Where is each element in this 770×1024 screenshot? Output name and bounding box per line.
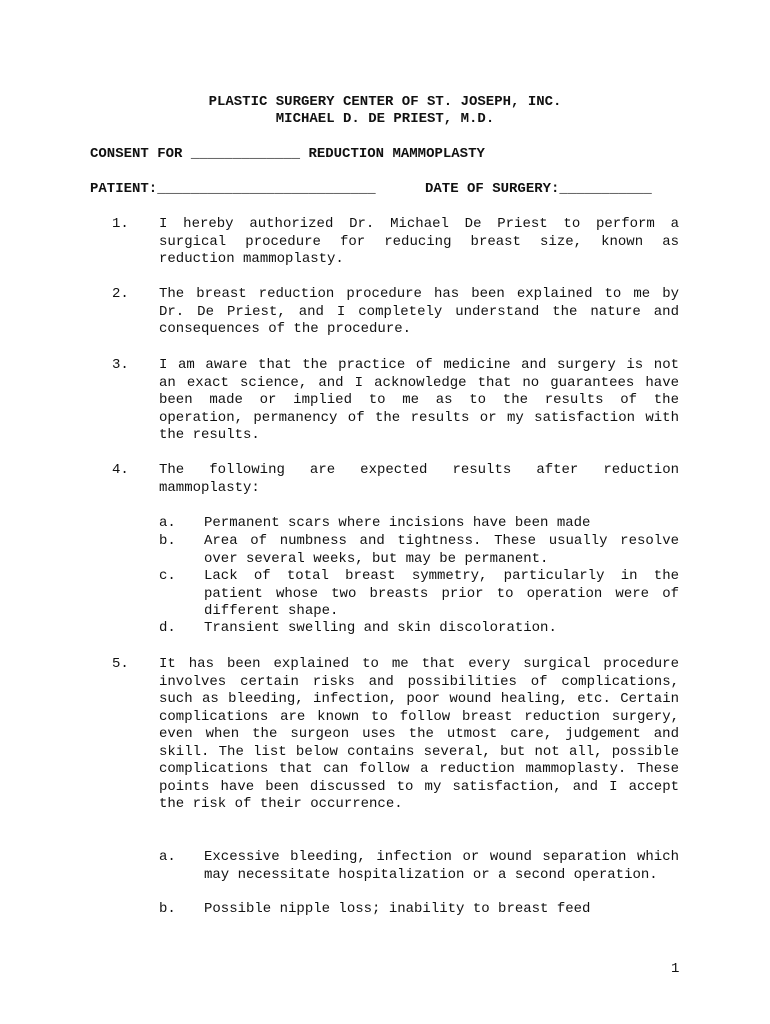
clinic-name: PLASTIC SURGERY CENTER OF ST. JOSEPH, INC. — [208, 94, 562, 110]
item-text: I am aware that the practice of medicine and surgery is not an exact science, and I acknowledge that no guarantees have been made or implied to me as to the results of the operation, permanency of the results or my satisfaction with the results. — [159, 357, 679, 443]
sub-item — [159, 901, 679, 919]
patient-blank: __________________________ — [157, 181, 376, 197]
item-number: 2. — [112, 286, 129, 302]
consent-prefix: CONSENT FOR — [90, 146, 183, 162]
consent-title-line — [90, 146, 485, 164]
sub-item — [159, 620, 679, 638]
consent-blank: _____________ — [190, 146, 301, 162]
surgery-date-label: DATE OF SURGERY:___________ — [425, 181, 652, 197]
sub-item-letter: a. — [159, 515, 176, 531]
item-number: 3. — [112, 357, 129, 373]
sub-item-letter: c. — [159, 568, 176, 584]
sub-item-text: Excessive bleeding, infection or wound separation which may necessitate hospitalization or a second operation. — [204, 849, 679, 883]
item-text: It has been explained to me that every surgical procedure involves certain risks and possibilities of complications, such as bleeding, infection, poor wound healing, etc. Certain complications are known to follow breast reduction surgery, even when the surgeon uses the utmost care, judgement and skill. The list below contains several, but not all, possible complications that can follow a reduction mammoplasty. These points have been discussed to my satisfaction, and I accept the risk of their occurrence. — [159, 656, 679, 812]
item-text: The following are expected results after reduction mammoplasty: — [159, 462, 679, 496]
sub-item-letter: b. — [159, 533, 176, 549]
surgery-date-blank: ___________ — [559, 181, 652, 197]
sub-item-text: Permanent scars where incisions have been made — [204, 515, 591, 531]
sub-item-letter: d. — [159, 620, 176, 636]
item-number: 1. — [112, 216, 129, 232]
sub-item — [159, 568, 679, 621]
sub-item-text: Transient swelling and skin discoloration. — [204, 620, 557, 636]
item-number: 5. — [112, 656, 129, 672]
item-text: I hereby authorized Dr. Michael De Priest to perform a surgical procedure for reducing breast size, known as reduction mammoplasty. — [159, 216, 679, 267]
item-text: The breast reduction procedure has been explained to me by Dr. De Priest, and I completely understand the nature and consequences of the procedure. — [159, 286, 679, 337]
sub-item — [159, 849, 679, 884]
sub-item-text: Lack of total breast symmetry, particularly in the patient whose two breasts prior to operation were of different shape. — [204, 568, 679, 619]
patient-label: PATIENT:__________________________ — [90, 181, 376, 197]
sub-item-text: Possible nipple loss; inability to breast feed — [204, 901, 591, 917]
doctor-name: MICHAEL D. DE PRIEST, M.D. — [275, 111, 495, 127]
sub-item — [159, 533, 679, 568]
sub-item-letter: b. — [159, 901, 176, 917]
sub-item — [159, 515, 679, 533]
item-number: 4. — [112, 462, 129, 478]
page-number: 1 — [671, 961, 680, 977]
sub-item-letter: a. — [159, 849, 176, 865]
sub-item-text: Area of numbness and tightness. These usually resolve over several weeks, but may be permanent. — [204, 533, 679, 567]
consent-procedure: REDUCTION MAMMOPLASTY — [308, 146, 485, 162]
